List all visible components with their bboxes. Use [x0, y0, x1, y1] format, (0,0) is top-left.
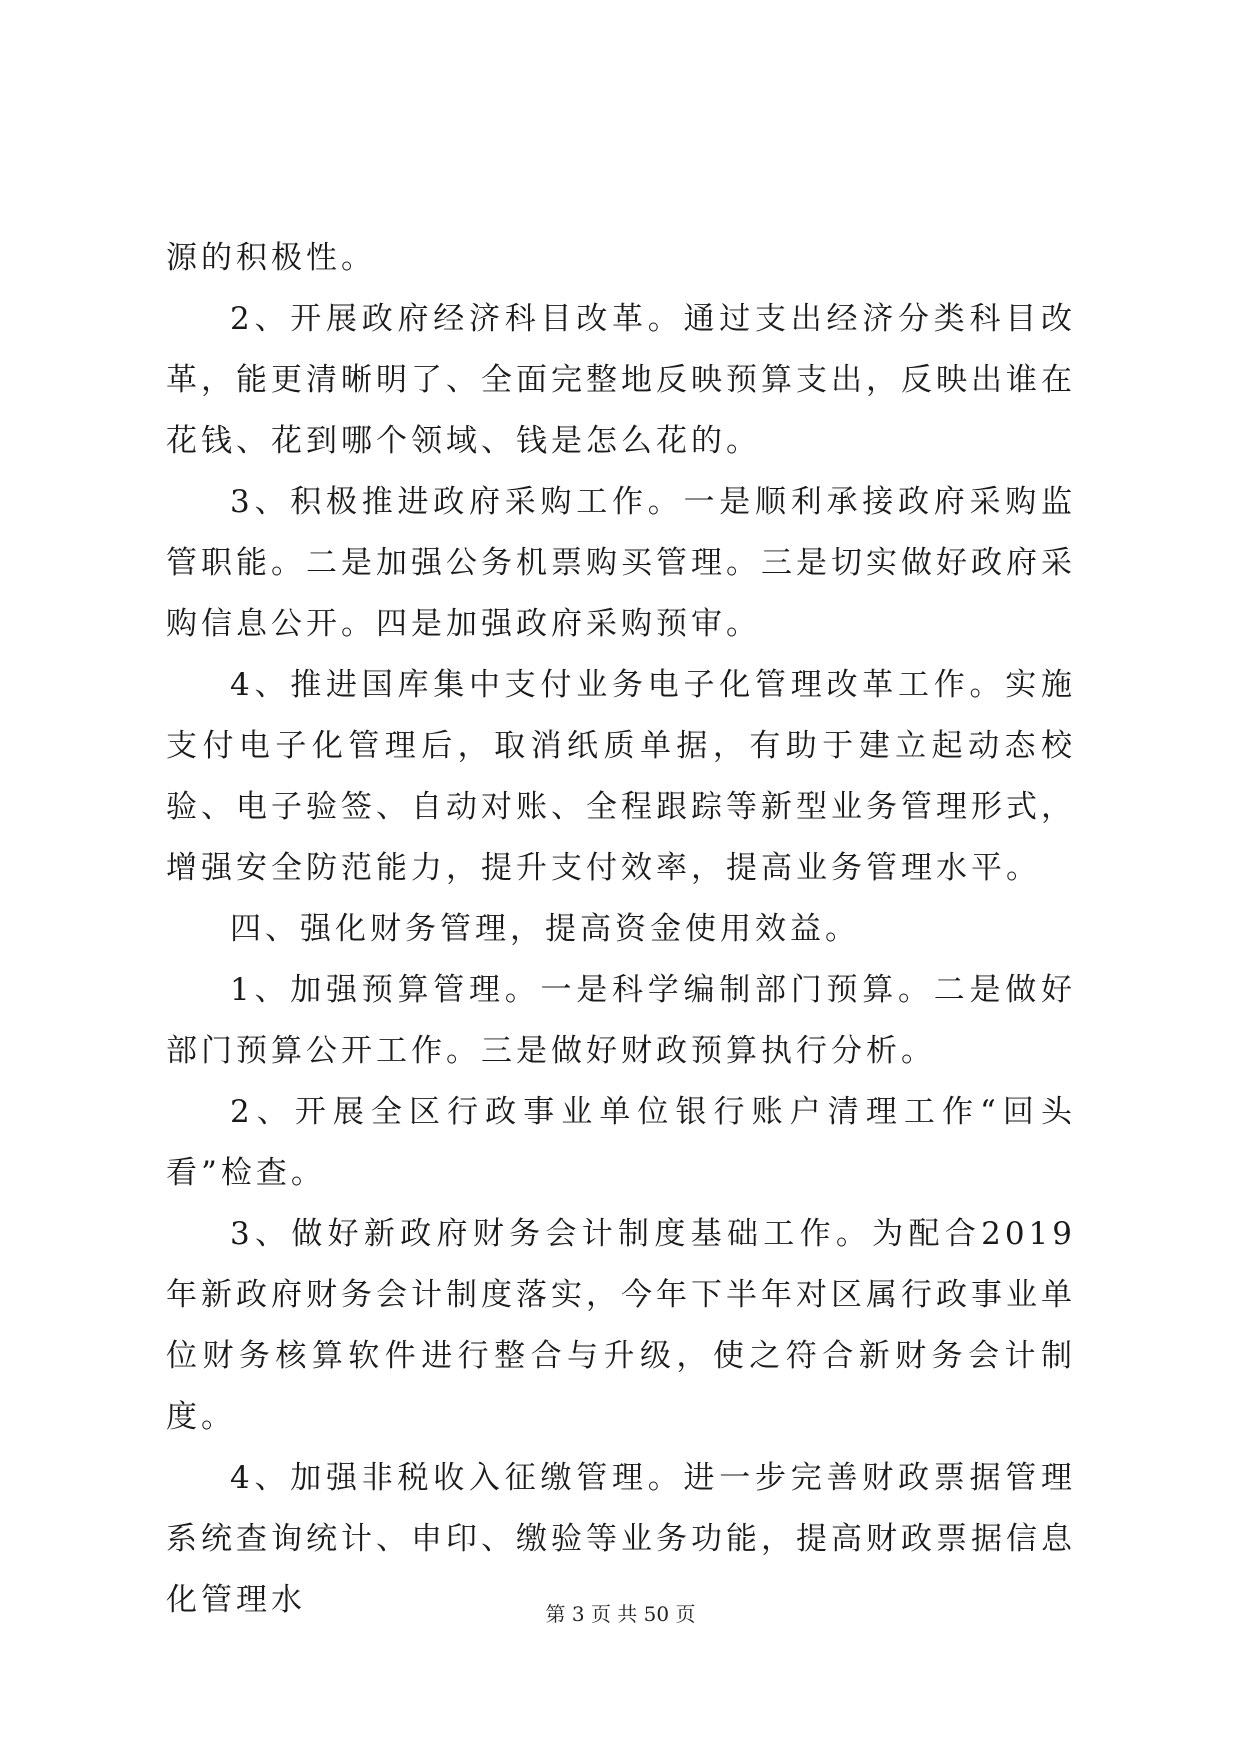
paragraph-budget-management: 1、加强预算管理。一是科学编制部门预算。二是做好部门预算公开工作。三是做好财政预算执行分析。	[166, 972, 1076, 1069]
paragraph-accounting-system: 3、做好新政府财务会计制度基础工作。为配合2019年新政府财务会计制度落实，今年下半年对区属行政事业单位财务核算软件进行整合与升级，使之符合新财务会计制度。	[166, 1216, 1076, 1435]
document-body	[166, 228, 1076, 1631]
paragraph-continuation: 源的积极性。	[166, 240, 376, 276]
paragraph-non-tax-revenue: 4、加强非税收入征缴管理。进一步完善财政票据管理系统查询统计、申印、缴验等业务功能，提高财政票据信息化管理水	[166, 1460, 1076, 1618]
paragraph-treasury-payment-reform: 4、推进国库集中支付业务电子化管理改革工作。实施支付电子化管理后，取消纸质单据，有助于建立起动态校验、电子验签、自动对账、全程跟踪等新型业务管理形式，增强安全防范能力，提升支付效率，提高业务管理水平。	[166, 667, 1076, 886]
paragraph-government-procurement: 3、积极推进政府采购工作。一是顺利承接政府采购监管职能。二是加强公务机票购买管理。三是切实做好政府采购信息公开。四是加强政府采购预审。	[166, 484, 1076, 642]
section-heading-financial-management: 四、强化财务管理，提高资金使用效益。	[230, 911, 860, 947]
page-number-footer: 第 3 页 共 50 页	[545, 1602, 696, 1626]
paragraph-economic-subject-reform: 2、开展政府经济科目改革。通过支出经济分类科目改革，能更清晰明了、全面完整地反映预算支出，反映出谁在花钱、花到哪个领域、钱是怎么花的。	[166, 301, 1076, 459]
paragraph-bank-account-review: 2、开展全区行政事业单位银行账户清理工作“回头看”检查。	[166, 1094, 1076, 1191]
